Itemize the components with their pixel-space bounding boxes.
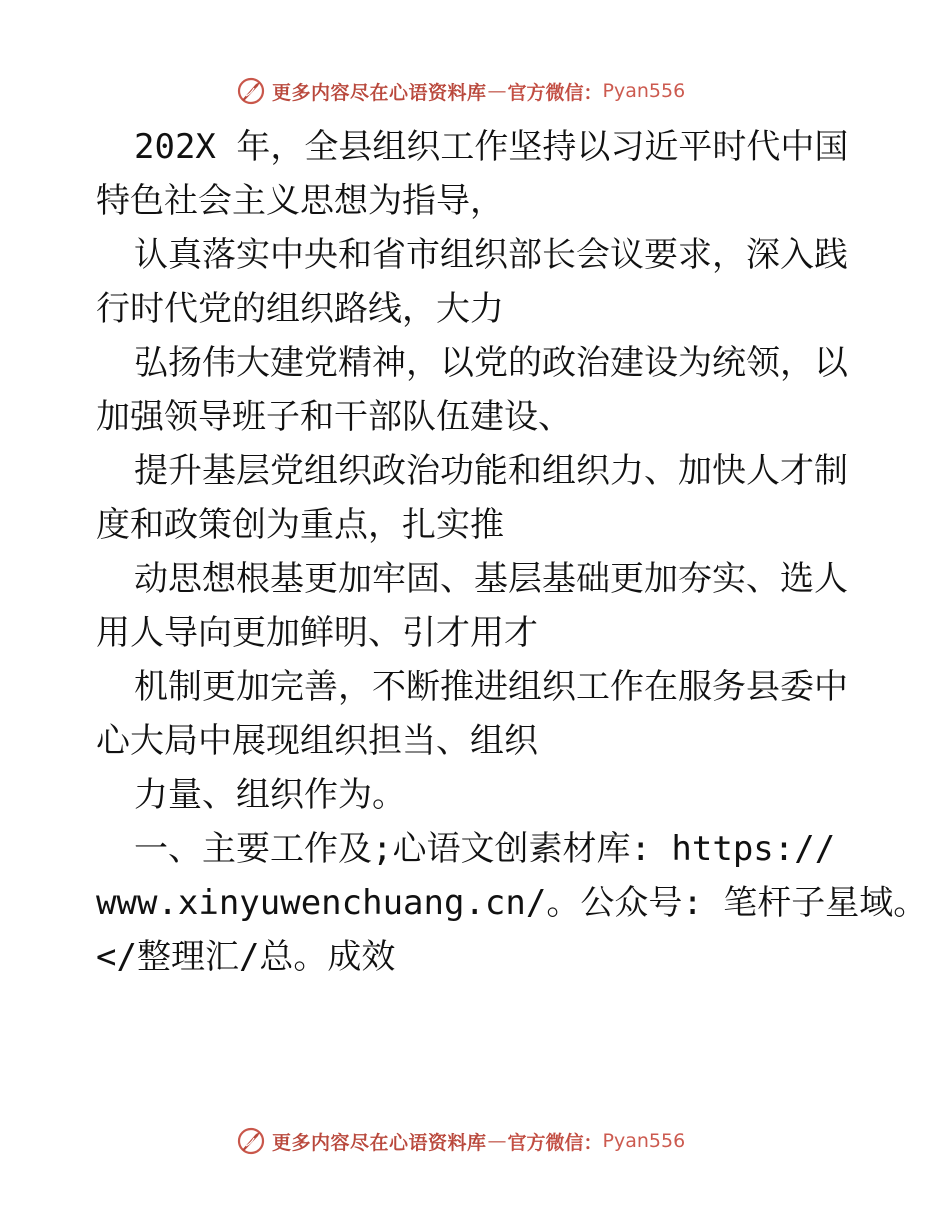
document-body — [96, 120, 928, 984]
body-line: 提升基层党组织政治功能和组织力、加快人才制 — [134, 451, 848, 491]
watermark-brand: 官方微信： — [507, 1131, 603, 1154]
header-watermark — [236, 74, 685, 108]
body-line: 度和政策创为重点，扎实推 — [96, 505, 504, 545]
body-line: 一、主要工作及;心语文创素材库: https:// — [134, 829, 836, 869]
body-line: 特色社会主义思想为指导， — [96, 181, 504, 221]
footer-watermark — [236, 1124, 685, 1158]
watermark-prefix: 更多内容尽在心语资料库 — [272, 1131, 487, 1154]
body-line: www.xinyuwenchuang.cn/。公众号: 笔杆子星域。 — [96, 883, 928, 923]
watermark-dash: — — [487, 1130, 507, 1152]
watermark-dash: — — [487, 80, 507, 102]
watermark-prefix: 更多内容尽在心语资料库 — [272, 81, 487, 104]
body-line: 机制更加完善，不断推进组织工作在服务县委中 — [134, 667, 848, 707]
body-line: 心大局中展现组织担当、组织 — [96, 721, 538, 761]
body-line: 加强领导班子和干部队伍建设、 — [96, 397, 572, 437]
body-line: 弘扬伟大建党精神，以党的政治建设为统领，以 — [134, 343, 848, 383]
watermark-brand: 官方微信： — [507, 81, 603, 104]
body-line: 202X 年，全县组织工作坚持以习近平时代中国 — [134, 127, 849, 167]
quill-logo-icon — [236, 1126, 266, 1156]
watermark-id: Pyan556 — [602, 80, 686, 102]
body-line: 行时代党的组织路线，大力 — [96, 289, 504, 329]
body-line: 认真落实中央和省市组织部长会议要求，深入践 — [134, 235, 848, 275]
body-line: 力量、组织作为。 — [134, 775, 406, 815]
body-line: 动思想根基更加牢固、基层基础更加夯实、选人 — [134, 559, 848, 599]
watermark-id: Pyan556 — [602, 1130, 686, 1152]
quill-logo-icon — [236, 76, 266, 106]
body-line: </整理汇/总。成效 — [96, 937, 396, 977]
body-line: 用人导向更加鲜明、引才用才 — [96, 613, 538, 653]
